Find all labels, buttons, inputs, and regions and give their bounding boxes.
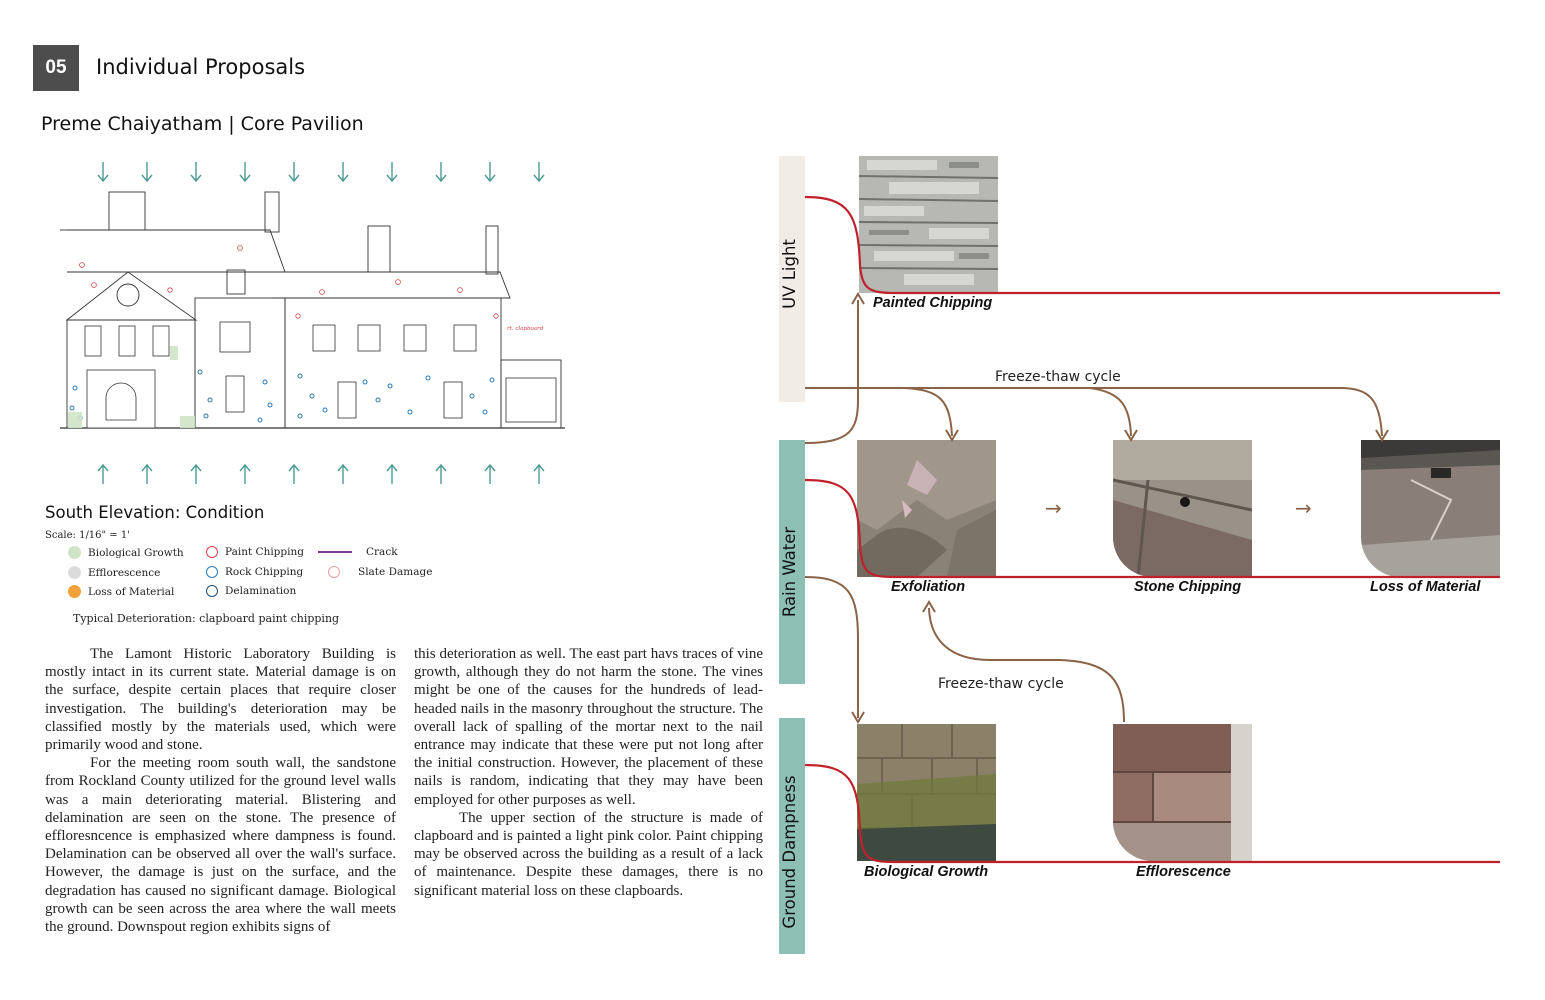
arrowhead-down-biological-growth: [852, 712, 864, 722]
elevation-scale: Scale: 1/16" = 1': [45, 530, 130, 541]
arrow-up: [142, 465, 152, 484]
legend-label: Crack: [366, 546, 398, 558]
arrowhead-up-painted-chipping: [852, 294, 864, 304]
right-wall: [285, 298, 501, 428]
elevation-title: South Elevation: Condition: [45, 503, 265, 522]
arrow-up: [485, 465, 495, 484]
paragraph: The Lamont Historic Laboratory Building is mostly intact in its current state. Material damage is on the surface, despite certain places that require closer investigation. The building's deterioration may be classified mostly by the materials used, which were primarily wood and stone.: [45, 646, 396, 754]
legend-label: Rock Chipping: [225, 566, 304, 578]
legend-label: Loss of Material: [88, 585, 175, 598]
rain-to-uv-connector: [805, 300, 858, 443]
caption-loss-of-material: Loss of Material: [1370, 579, 1481, 595]
arrow-down: [191, 162, 201, 181]
arrow-up: [191, 465, 201, 484]
legend-label: Efflorescence: [88, 566, 161, 579]
paragraph: The upper section of the structure is made of clapboard and is painted a light pink color. Paint chipping may be observed across the building as a result of a lack of maintenance. Despite these damages, there is no significant material loss on these clapboards.: [414, 809, 763, 899]
arrow-up: [98, 465, 108, 484]
biological-growth-swatch-icon: [68, 546, 81, 559]
photo-painted-chipping: [859, 156, 998, 293]
efflorescence-swatch-icon: [68, 566, 81, 579]
legend-loss-of-material: [68, 585, 174, 598]
clapboard-annotation: rt. clapboard: [507, 326, 544, 332]
dormer: [227, 270, 245, 294]
legend-label: Delamination: [225, 585, 297, 597]
photo-exfoliation: [857, 440, 996, 577]
caption-efflorescence: Efflorescence: [1136, 864, 1231, 880]
legend-crack: [318, 546, 398, 558]
windows: [85, 322, 556, 428]
roof-left: [67, 230, 285, 272]
legend-label: Biological Growth: [88, 546, 184, 559]
body-text-column-2: [414, 645, 763, 900]
freeze-thaw-to-exfoliation: [905, 388, 952, 436]
arrow-down: [338, 162, 348, 181]
caption-biological-growth: Biological Growth: [864, 864, 989, 880]
legend-efflorescence: [68, 566, 160, 579]
roof-right: [272, 272, 510, 298]
freeze-thaw-to-stone-chipping: [1090, 388, 1131, 436]
efflorescence-to-exfoliation-connector: [929, 608, 1124, 722]
top-sun-arrows: [98, 162, 544, 181]
typical-deterioration-note: Typical Deterioration: clapboard paint chipping: [73, 612, 340, 625]
photo-efflorescence: [1113, 724, 1252, 861]
rock-chipping-swatch-icon: [206, 566, 218, 578]
legend-paint-chipping: [206, 546, 304, 558]
arrowhead-stone-chipping: [1125, 430, 1137, 440]
slate-damage-swatch-icon: [328, 566, 340, 578]
arrow-up: [338, 465, 348, 484]
south-elevation-drawing: [60, 150, 570, 490]
legend-slate-damage: [328, 566, 432, 578]
arrowhead-up-exfoliation: [923, 602, 935, 612]
pediment-window: [117, 284, 139, 306]
arrow-down: [387, 162, 397, 181]
paragraph: For the meeting room south wall, the sandstone from Rockland County utilized for the ground level walls was a main deteriorating material. Blistering and delamination are seen on the stone. The presence of effloresncence is emphasized where dampness is found. Delamination can be observed all over the wall's surface. However, the damage is just on the surface, and the degradation has caused no significant damage. Biological growth can be seen across the area where the wall meets the ground. Downspout region exhibits signs of: [45, 755, 396, 936]
arrow-down: [436, 162, 446, 181]
legend-rock-chipping: [206, 566, 303, 578]
freeze-thaw-label-top: Freeze-thaw cycle: [992, 369, 1124, 385]
rain-to-ground-connector: [805, 577, 858, 718]
factor-label-rain-water: Rain Water: [780, 526, 799, 618]
arrow-down: [142, 162, 152, 181]
caption-painted-chipping: Painted Chipping: [873, 295, 993, 311]
uv-freeze-thaw-connector: [805, 388, 1382, 436]
photo-biological-growth: [857, 724, 996, 861]
author-line: Preme Chaiyatham | Core Pavilion: [41, 113, 364, 135]
chimney: [109, 192, 145, 230]
crack-swatch-icon: [318, 551, 352, 553]
arrow-down: [289, 162, 299, 181]
legend-delamination: [206, 585, 296, 597]
legend-label: Paint Chipping: [225, 546, 304, 558]
body-text-column-1: [45, 645, 396, 936]
chimney: [368, 226, 390, 272]
arrow-down: [240, 162, 250, 181]
arrow-up: [436, 465, 446, 484]
arrow-up: [289, 465, 299, 484]
factor-label-uv-light: UV Light: [780, 239, 799, 309]
arrow-down: [98, 162, 108, 181]
caption-exfoliation: Exfoliation: [891, 579, 966, 595]
arrowhead-exfoliation: [946, 430, 958, 440]
pediment: [67, 272, 196, 320]
arrow-up: [534, 465, 544, 484]
arrow-up: [240, 465, 250, 484]
delamination-swatch-icon: [206, 585, 218, 597]
section-title: Individual Proposals: [96, 55, 306, 79]
loss-of-material-swatch-icon: [68, 585, 81, 598]
arrow-down: [534, 162, 544, 181]
arrowhead-loss-of-material: [1376, 430, 1388, 440]
arrow-right-icon: →: [1045, 496, 1062, 520]
arrow-right-icon: →: [1295, 496, 1312, 520]
arrow-up: [387, 465, 397, 484]
legend-label: Slate Damage: [358, 566, 433, 578]
chimney: [486, 226, 498, 274]
section-number-badge: 05: [33, 45, 79, 91]
caption-stone-chipping: Stone Chipping: [1134, 579, 1242, 595]
paint-chipping-swatch-icon: [206, 546, 218, 558]
paragraph: this deterioration as well. The east part havs traces of vine growth, although they do not harm the stone. The vines might be one of the causes for the hundreds of lead-headed nails in the masonry throughout the structure. The overall lack of spalling of the mortar next to the nail entrance may indicate that these were put not long after the initial construction. However, the placement of these nails is random, indicating that they may have been employed for other purposes as well.: [414, 646, 763, 808]
photo-loss-of-material: [1361, 440, 1500, 577]
freeze-thaw-label-bottom: Freeze-thaw cycle: [938, 676, 1064, 692]
chimney: [265, 192, 279, 232]
legend-biological-growth: [68, 546, 184, 559]
factor-label-ground-dampness: Ground Dampness: [780, 775, 799, 929]
bottom-ground-arrows: [98, 465, 544, 484]
photo-stone-chipping: [1113, 440, 1252, 577]
arrow-down: [485, 162, 495, 181]
